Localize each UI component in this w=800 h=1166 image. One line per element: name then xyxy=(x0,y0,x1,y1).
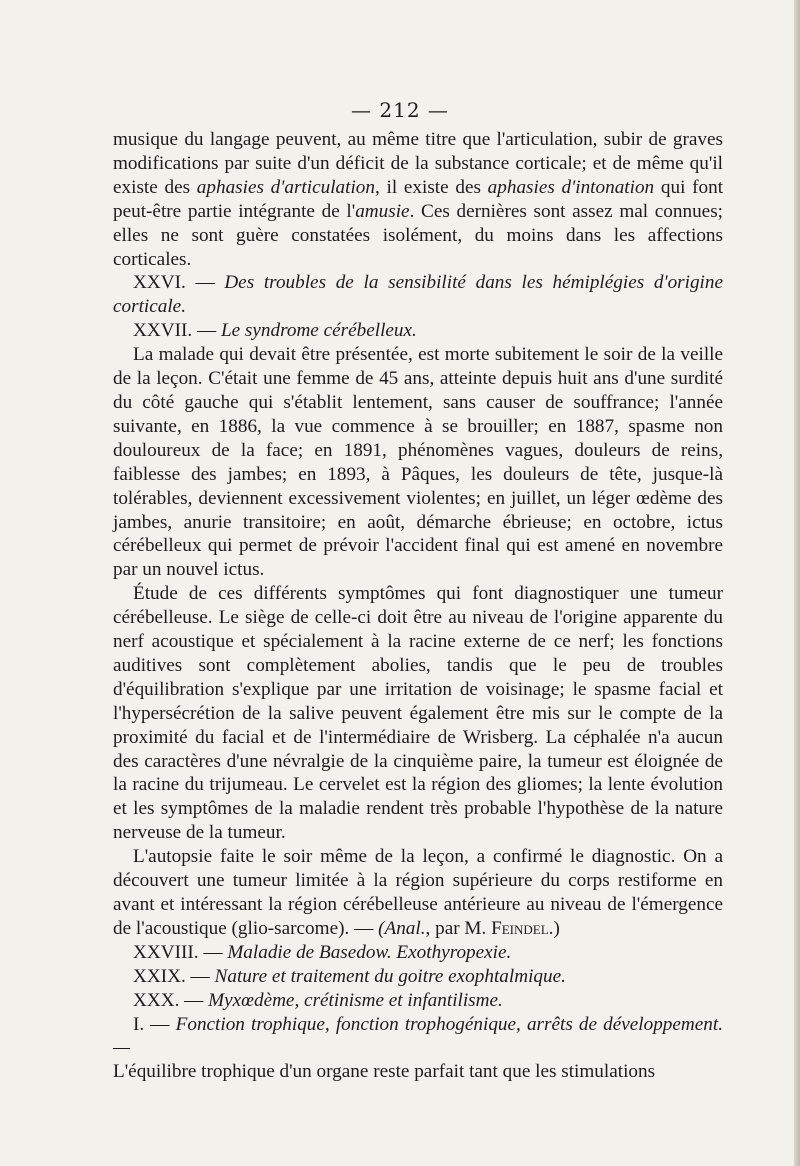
page-edge-shadow xyxy=(794,0,800,1166)
section-heading: XXIX. — Nature et traitement du goitre exophtalmique. xyxy=(133,965,566,987)
body-text xyxy=(113,128,723,1084)
page-number: — 212 — xyxy=(351,98,449,122)
section-heading: XXVIII. — Maladie de Basedow. Exothyropexie. xyxy=(133,941,512,963)
paragraph: La malade qui devait être présentée, est morte subitement le soir de la veille de la leçon. C'était une femme de 45 ans, atteinte depuis huit ans d'une surdité du côté gauche qui s'établit lentement, sans causer de souffrance; l'année suivante, en 1886, la vue commence à se brouiller; en 1887, spasme non douloureux de la face; en 1891, phénomènes vagues, douleurs de reins, faiblesse des jambes; en 1893, à Pâques, les douleurs de tête, jusque-là tolérables, deviennent excessivement violentes; en juillet, un léger œdème des jambes, anurie transitoire; en août, démarche ébrieuse; en octobre, ictus cérébelleux qui permet de prévoir l'accident final qui est amené en novembre par un nouvel ictus. xyxy=(113,344,723,581)
paragraph: L'autopsie faite le soir même de la leçon, a confirmé le diagnostic. On a découvert une tumeur limitée à la région supérieure du corps restiforme en avant et intéressant la région cérébelleuse antérieure au niveau de l'émergence de l'acoustique (glio-sarcome). — (Anal., par M. Feindel.) xyxy=(113,846,723,939)
paragraph: Étude de ces différents symptômes qui font diagnostiquer une tumeur cérébelleuse. Le siège de celle-ci doit être au niveau de l'origine apparente du nerf acoustique et spécialement à la racine externe de ce nerf; les fonctions auditives sont complètement abolies, tandis que le peu de troubles d'équilibration s'explique par une irritation de voisinage; le spasme facial et l'hypersécrétion de la salive peuvent également être mis sur le compte de la proximité du facial et de l'intermédiaire de Wrisberg. La céphalée n'a aucun des caractères d'une névralgie de la cinquième paire, la tumeur est éloignée de la racine du trijumeau. Le cervelet est la région des gliomes; la lente évolution et les symptômes de la maladie rendent très probable l'hypothèse de la nature nerveuse de la tumeur. xyxy=(113,583,723,844)
paragraph: musique du langage peuvent, au même titre que l'articulation, subir de graves modifications par suite d'un déficit de la substance corticale; et de même qu'il existe des aphasies d'articulation, il existe des aphasies d'intonation qui font peut-être partie intégrante de l'amusie. Ces dernières sont assez mal connues; elles ne sont guère constatées isolément, du moins dans les affections corticales. xyxy=(113,129,724,270)
section-heading: XXVI. — Des troubles de la sensibilité dans les hémiplégies d'origine corticale. xyxy=(113,272,724,318)
paragraph: L'équilibre trophique d'un organe reste parfait tant que les stimulations xyxy=(113,1061,656,1083)
section-heading: I. — Fonction trophique, fonction trophogénique, arrêts de développement. — xyxy=(113,1013,724,1059)
section-heading: XXVII. — Le syndrome cérébelleux. xyxy=(133,320,417,342)
section-heading: XXX. — Myxœdème, crétinisme et infantilisme. xyxy=(133,989,503,1011)
